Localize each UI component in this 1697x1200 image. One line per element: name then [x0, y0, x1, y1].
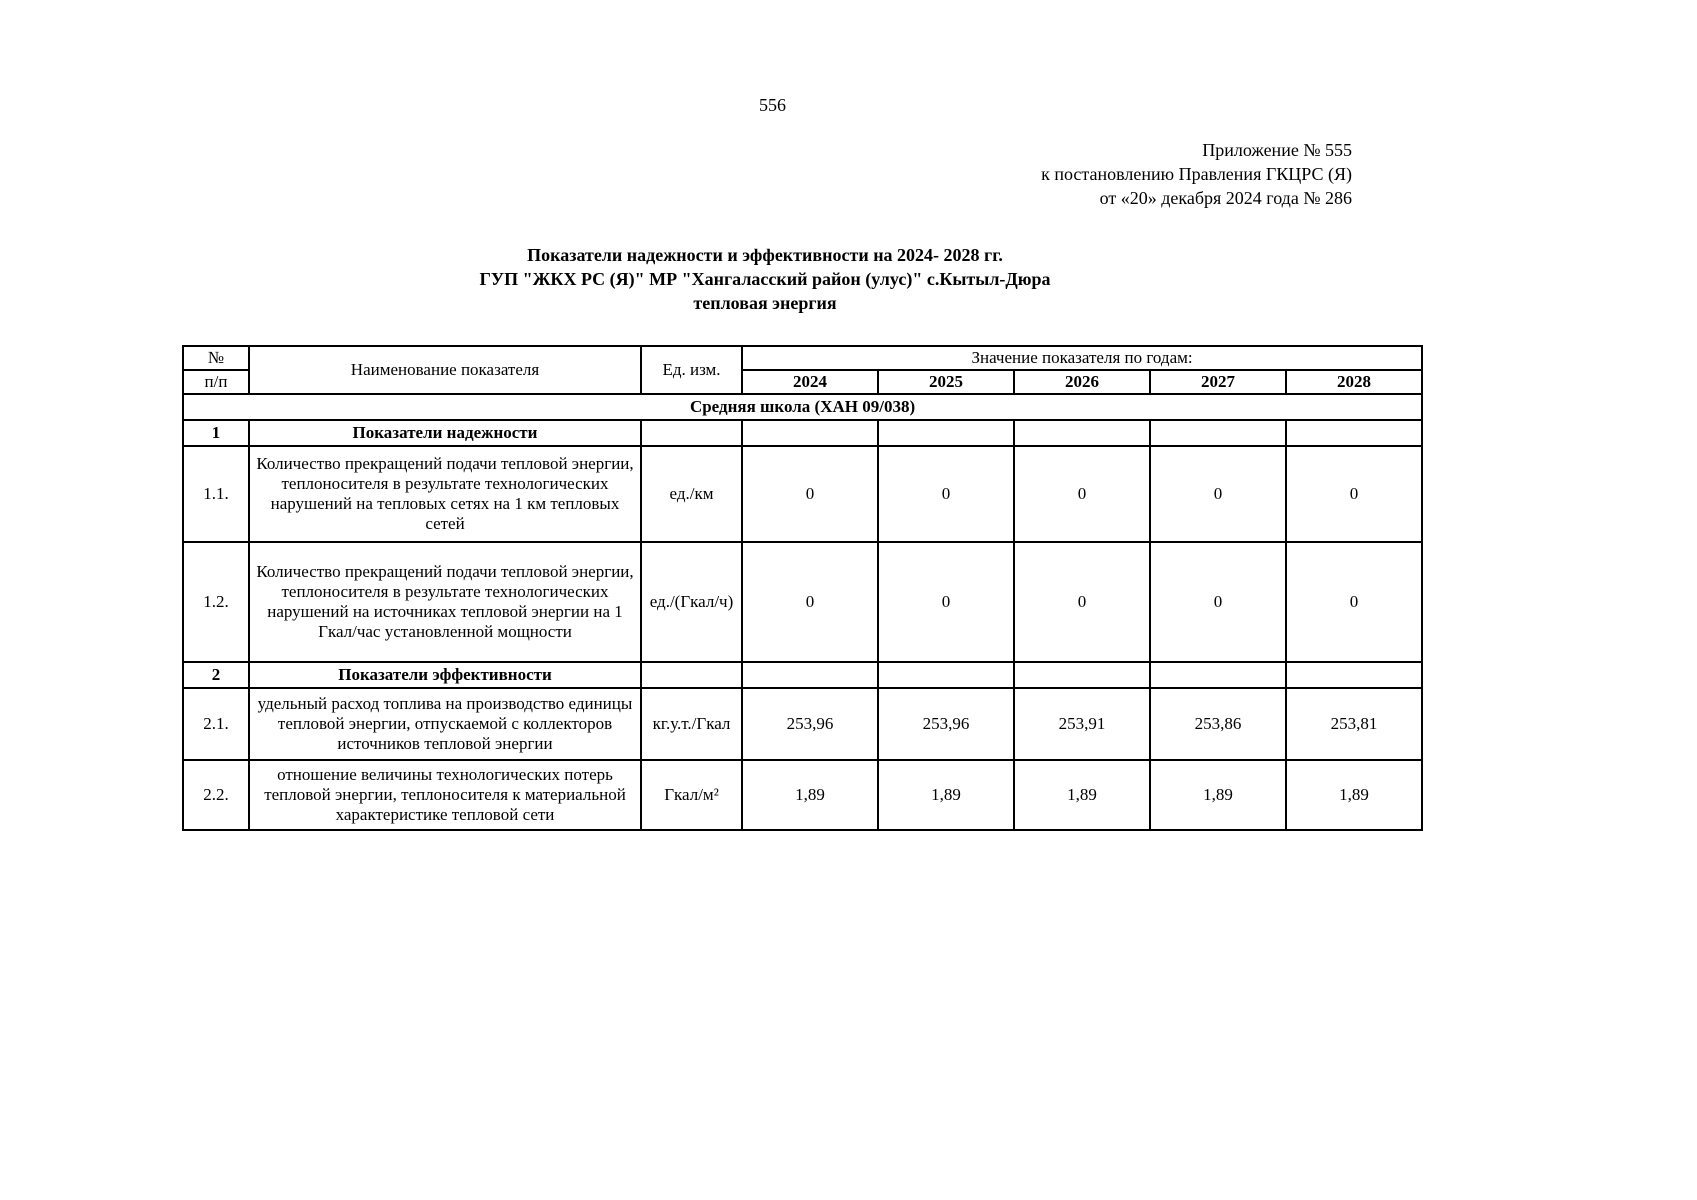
- row-value: 0: [1286, 542, 1422, 662]
- appendix-block: [1041, 138, 1352, 210]
- row-value: 253,91: [1014, 688, 1150, 760]
- section-title: Средняя школа (ХАН 09/038): [183, 394, 1422, 420]
- row-name: отношение величины технологических потерь тепловой энергии, теплоносителя к материальной характеристике тепловой сети: [249, 760, 641, 830]
- row-value: [878, 420, 1014, 446]
- row-value: 1,89: [878, 760, 1014, 830]
- table-row: [183, 688, 1422, 760]
- row-value: 253,81: [1286, 688, 1422, 760]
- row-value: 0: [1286, 446, 1422, 542]
- row-value: [1014, 420, 1150, 446]
- row-value: [878, 662, 1014, 688]
- title-line-1: Показатели надежности и эффективности на 2024- 2028 гг.: [527, 245, 1003, 265]
- table-row: [183, 542, 1422, 662]
- row-num: 2.1.: [183, 688, 249, 760]
- section-row: [183, 394, 1422, 420]
- title-line-3: тепловая энергия: [693, 293, 837, 313]
- row-value: [1150, 662, 1286, 688]
- header-year-2026: 2026: [1014, 370, 1150, 394]
- row-name: Количество прекращений подачи тепловой энергии, теплоносителя в результате технологических нарушений на источниках тепловой энергии на 1 Гкал/час установленной мощности: [249, 542, 641, 662]
- row-unit: ед./км: [641, 446, 742, 542]
- header-year-2024: 2024: [742, 370, 878, 394]
- row-value: 0: [1150, 542, 1286, 662]
- page-number: 556: [759, 95, 786, 115]
- indicators-table: [182, 345, 1423, 831]
- table-header-row-1: [183, 346, 1422, 370]
- row-value: [1150, 420, 1286, 446]
- row-value: 1,89: [1286, 760, 1422, 830]
- row-value: [742, 662, 878, 688]
- header-year-2025: 2025: [878, 370, 1014, 394]
- title-line-2: ГУП "ЖКХ РС (Я)" МР "Хангаласский район (улус)" с.Кытыл-Дюра: [479, 269, 1051, 289]
- row-value: 0: [742, 446, 878, 542]
- header-values-title: Значение показателя по годам:: [742, 346, 1422, 370]
- appendix-line-1: Приложение № 555: [1202, 140, 1352, 160]
- row-unit: Гкал/м²: [641, 760, 742, 830]
- row-num: 1.2.: [183, 542, 249, 662]
- header-year-2028: 2028: [1286, 370, 1422, 394]
- row-unit: [641, 420, 742, 446]
- header-name: Наименование показателя: [249, 346, 641, 394]
- table-row: [183, 420, 1422, 446]
- row-unit: [641, 662, 742, 688]
- row-value: 253,86: [1150, 688, 1286, 760]
- row-value: 0: [878, 542, 1014, 662]
- row-value: 1,89: [742, 760, 878, 830]
- table-row: [183, 446, 1422, 542]
- header-unit: Ед. изм.: [641, 346, 742, 394]
- appendix-line-3: от «20» декабря 2024 года № 286: [1099, 188, 1352, 208]
- row-name: удельный расход топлива на производство единицы тепловой энергии, отпускаемой с коллекторов источников тепловой энергии: [249, 688, 641, 760]
- row-name: Количество прекращений подачи тепловой энергии, теплоносителя в результате технологических нарушений на тепловых сетях на 1 км тепловых сетей: [249, 446, 641, 542]
- row-unit: кг.у.т./Гкал: [641, 688, 742, 760]
- row-num: 1: [183, 420, 249, 446]
- row-num: 2.2.: [183, 760, 249, 830]
- row-value: 253,96: [878, 688, 1014, 760]
- table-row: [183, 760, 1422, 830]
- row-value: [742, 420, 878, 446]
- appendix-line-2: к постановлению Правления ГКЦРС (Я): [1041, 164, 1352, 184]
- row-value: 1,89: [1150, 760, 1286, 830]
- header-num-bottom: п/п: [183, 370, 249, 394]
- row-num: 1.1.: [183, 446, 249, 542]
- row-value: 1,89: [1014, 760, 1150, 830]
- header-year-2027: 2027: [1150, 370, 1286, 394]
- row-value: [1286, 662, 1422, 688]
- row-value: 0: [1014, 542, 1150, 662]
- row-value: 0: [1014, 446, 1150, 542]
- header-num-top: №: [183, 346, 249, 370]
- row-value: [1286, 420, 1422, 446]
- row-num: 2: [183, 662, 249, 688]
- document-title: [182, 243, 1348, 315]
- indicators-table-wrap: [182, 345, 1423, 831]
- row-name: Показатели эффективности: [249, 662, 641, 688]
- row-value: 0: [1150, 446, 1286, 542]
- row-value: [1014, 662, 1150, 688]
- row-name: Показатели надежности: [249, 420, 641, 446]
- table-row: [183, 662, 1422, 688]
- row-value: 0: [878, 446, 1014, 542]
- row-value: 253,96: [742, 688, 878, 760]
- row-unit: ед./(Гкал/ч): [641, 542, 742, 662]
- row-value: 0: [742, 542, 878, 662]
